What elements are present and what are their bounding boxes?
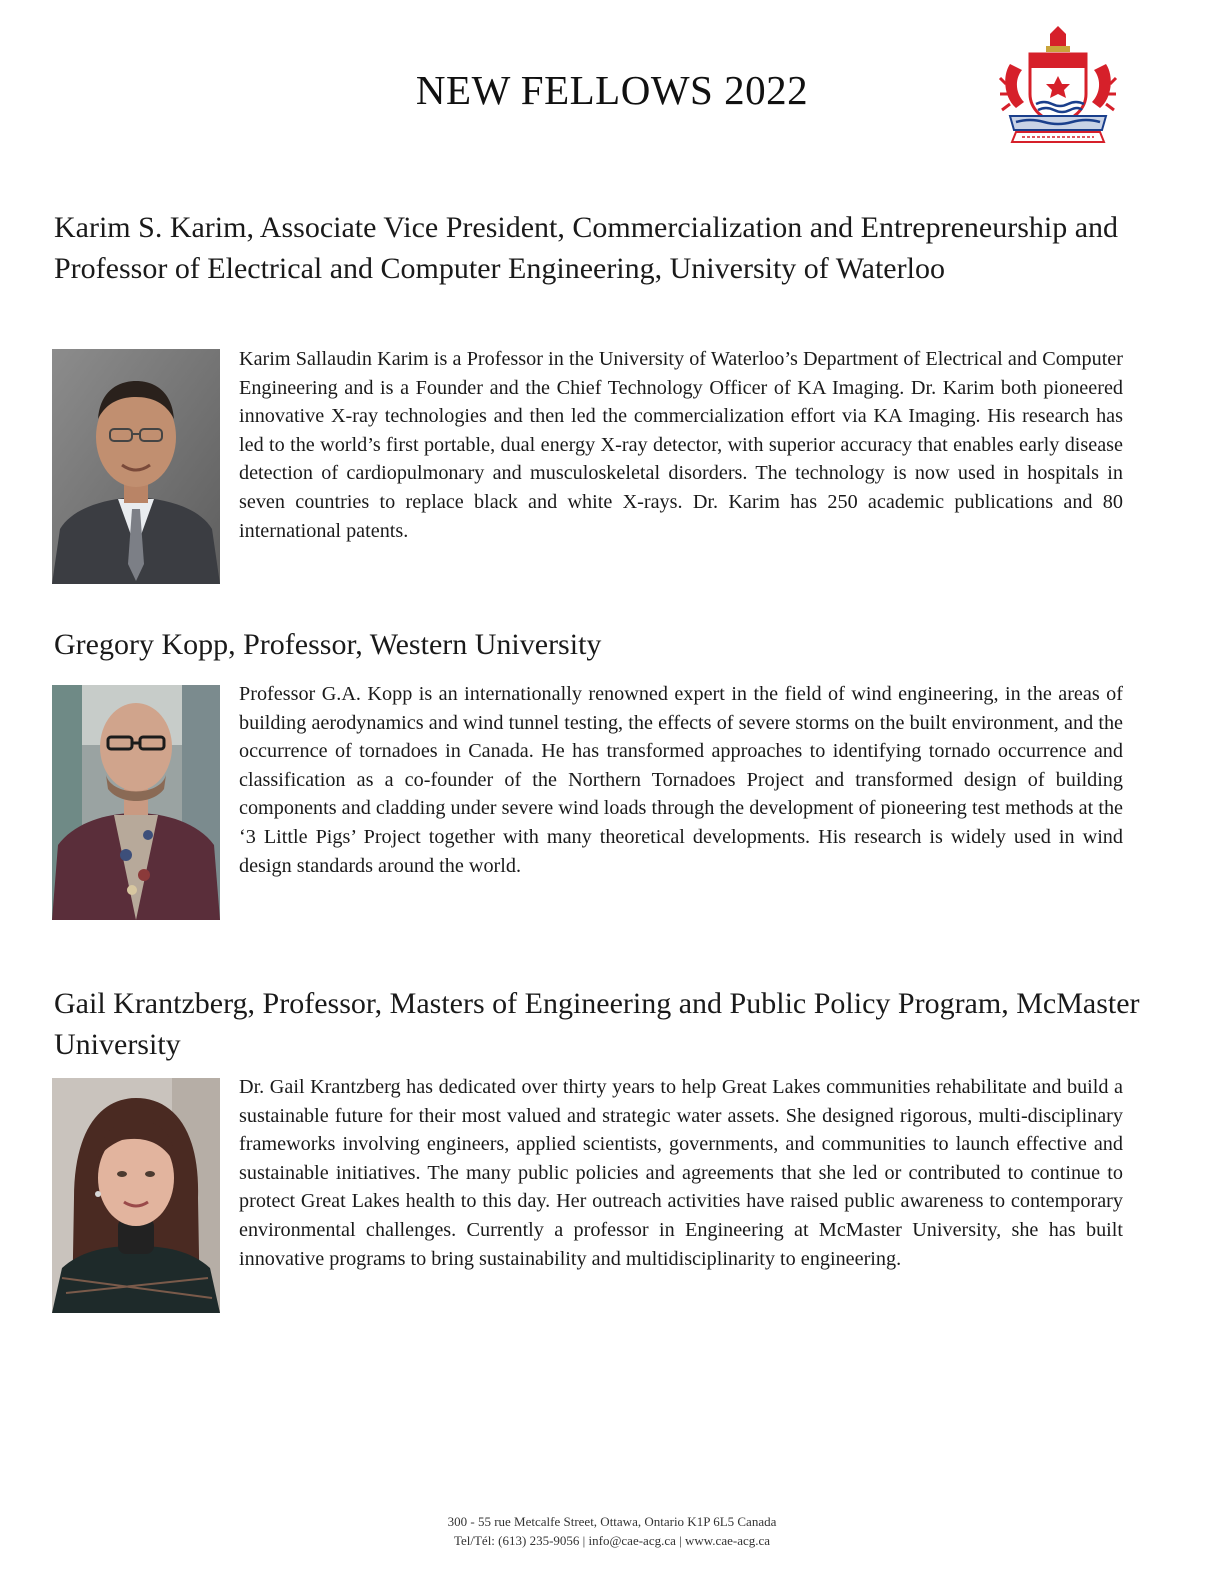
fellow-3-heading: Gail Krantzberg, Professor, Masters of Engineering and Public Policy Program, McMaster University <box>54 987 1140 1061</box>
portrait-photo-icon <box>52 685 220 920</box>
fellow-2-heading: Gregory Kopp, Professor, Western University <box>54 628 602 661</box>
fellow-1-heading: Karim S. Karim, Associate Vice President, Commercialization and Entrepreneurship and Professor of Electrical and Computer Engineering, University of Waterloo <box>54 211 1119 285</box>
footer <box>0 1512 1224 1550</box>
fellow-1-bio: Karim Sallaudin Karim is a Professor in the University of Waterloo’s Department of Electrical and Computer Engineering and is a Founder and the Chief Technology Officer of KA Imaging. Dr. Karim both pioneered innovative X-ray technologies and then led the commercialization effort via KA Imaging. His research has led to the world’s first portable, dual energy X-ray detector, with superior accuracy that enables early disease detection of cardiopulmonary and musculoskeletal disorders. The technology is now used in hospitals in seven countries to replace black and white X-rays. Dr. Karim has 250 academic publications and 80 international patents. <box>239 348 1123 542</box>
fellow-2-bio: Professor G.A. Kopp is an internationally renowned expert in the field of wind engineering, in the areas of building aerodynamics and wind tunnel testing, the effects of severe storms on the built environment, and the occurrence of tornadoes in Canada. He has transformed approaches to identifying tornado occurrence and classification as a co-founder of the Northern Tornadoes Project and transformed design of building components and cladding under severe wind loads through the development of pioneering test methods at the ‘3 Little Pigs’ Project together with many theoretical developments. His research is widely used in wind design standards around the world. <box>239 683 1123 877</box>
portrait-photo-icon <box>52 1078 220 1313</box>
page-title: NEW FELLOWS 2022 <box>415 67 809 113</box>
footer-contact: Tel/Tél: (613) 235-9056 | info@cae-acg.ca | www.cae-acg.ca <box>453 1533 771 1548</box>
academy-crest-icon <box>996 24 1120 148</box>
fellow-3-bio: Dr. Gail Krantzberg has dedicated over thirty years to help Great Lakes communities rehabilitate and build a sustainable future for their most valued and strategic water assets. She designed rigorous, multi-disciplinary frameworks involving engineers, applied scientists, governments, and communities to launch effective and sustainable initiatives. The many public policies and agreements that she led or contributed to continue to protect Great Lakes health to this day. Her outreach activities have raised public awareness to contemporary environmental challenges. Currently a professor in Engineering at McMaster University, she has built innovative programs to bring sustainability and multidisciplinarity to engineering. <box>239 1076 1123 1270</box>
footer-address: 300 - 55 rue Metcalfe Street, Ottawa, Ontario K1P 6L5 Canada <box>447 1514 777 1529</box>
portrait-photo-icon <box>52 349 220 584</box>
